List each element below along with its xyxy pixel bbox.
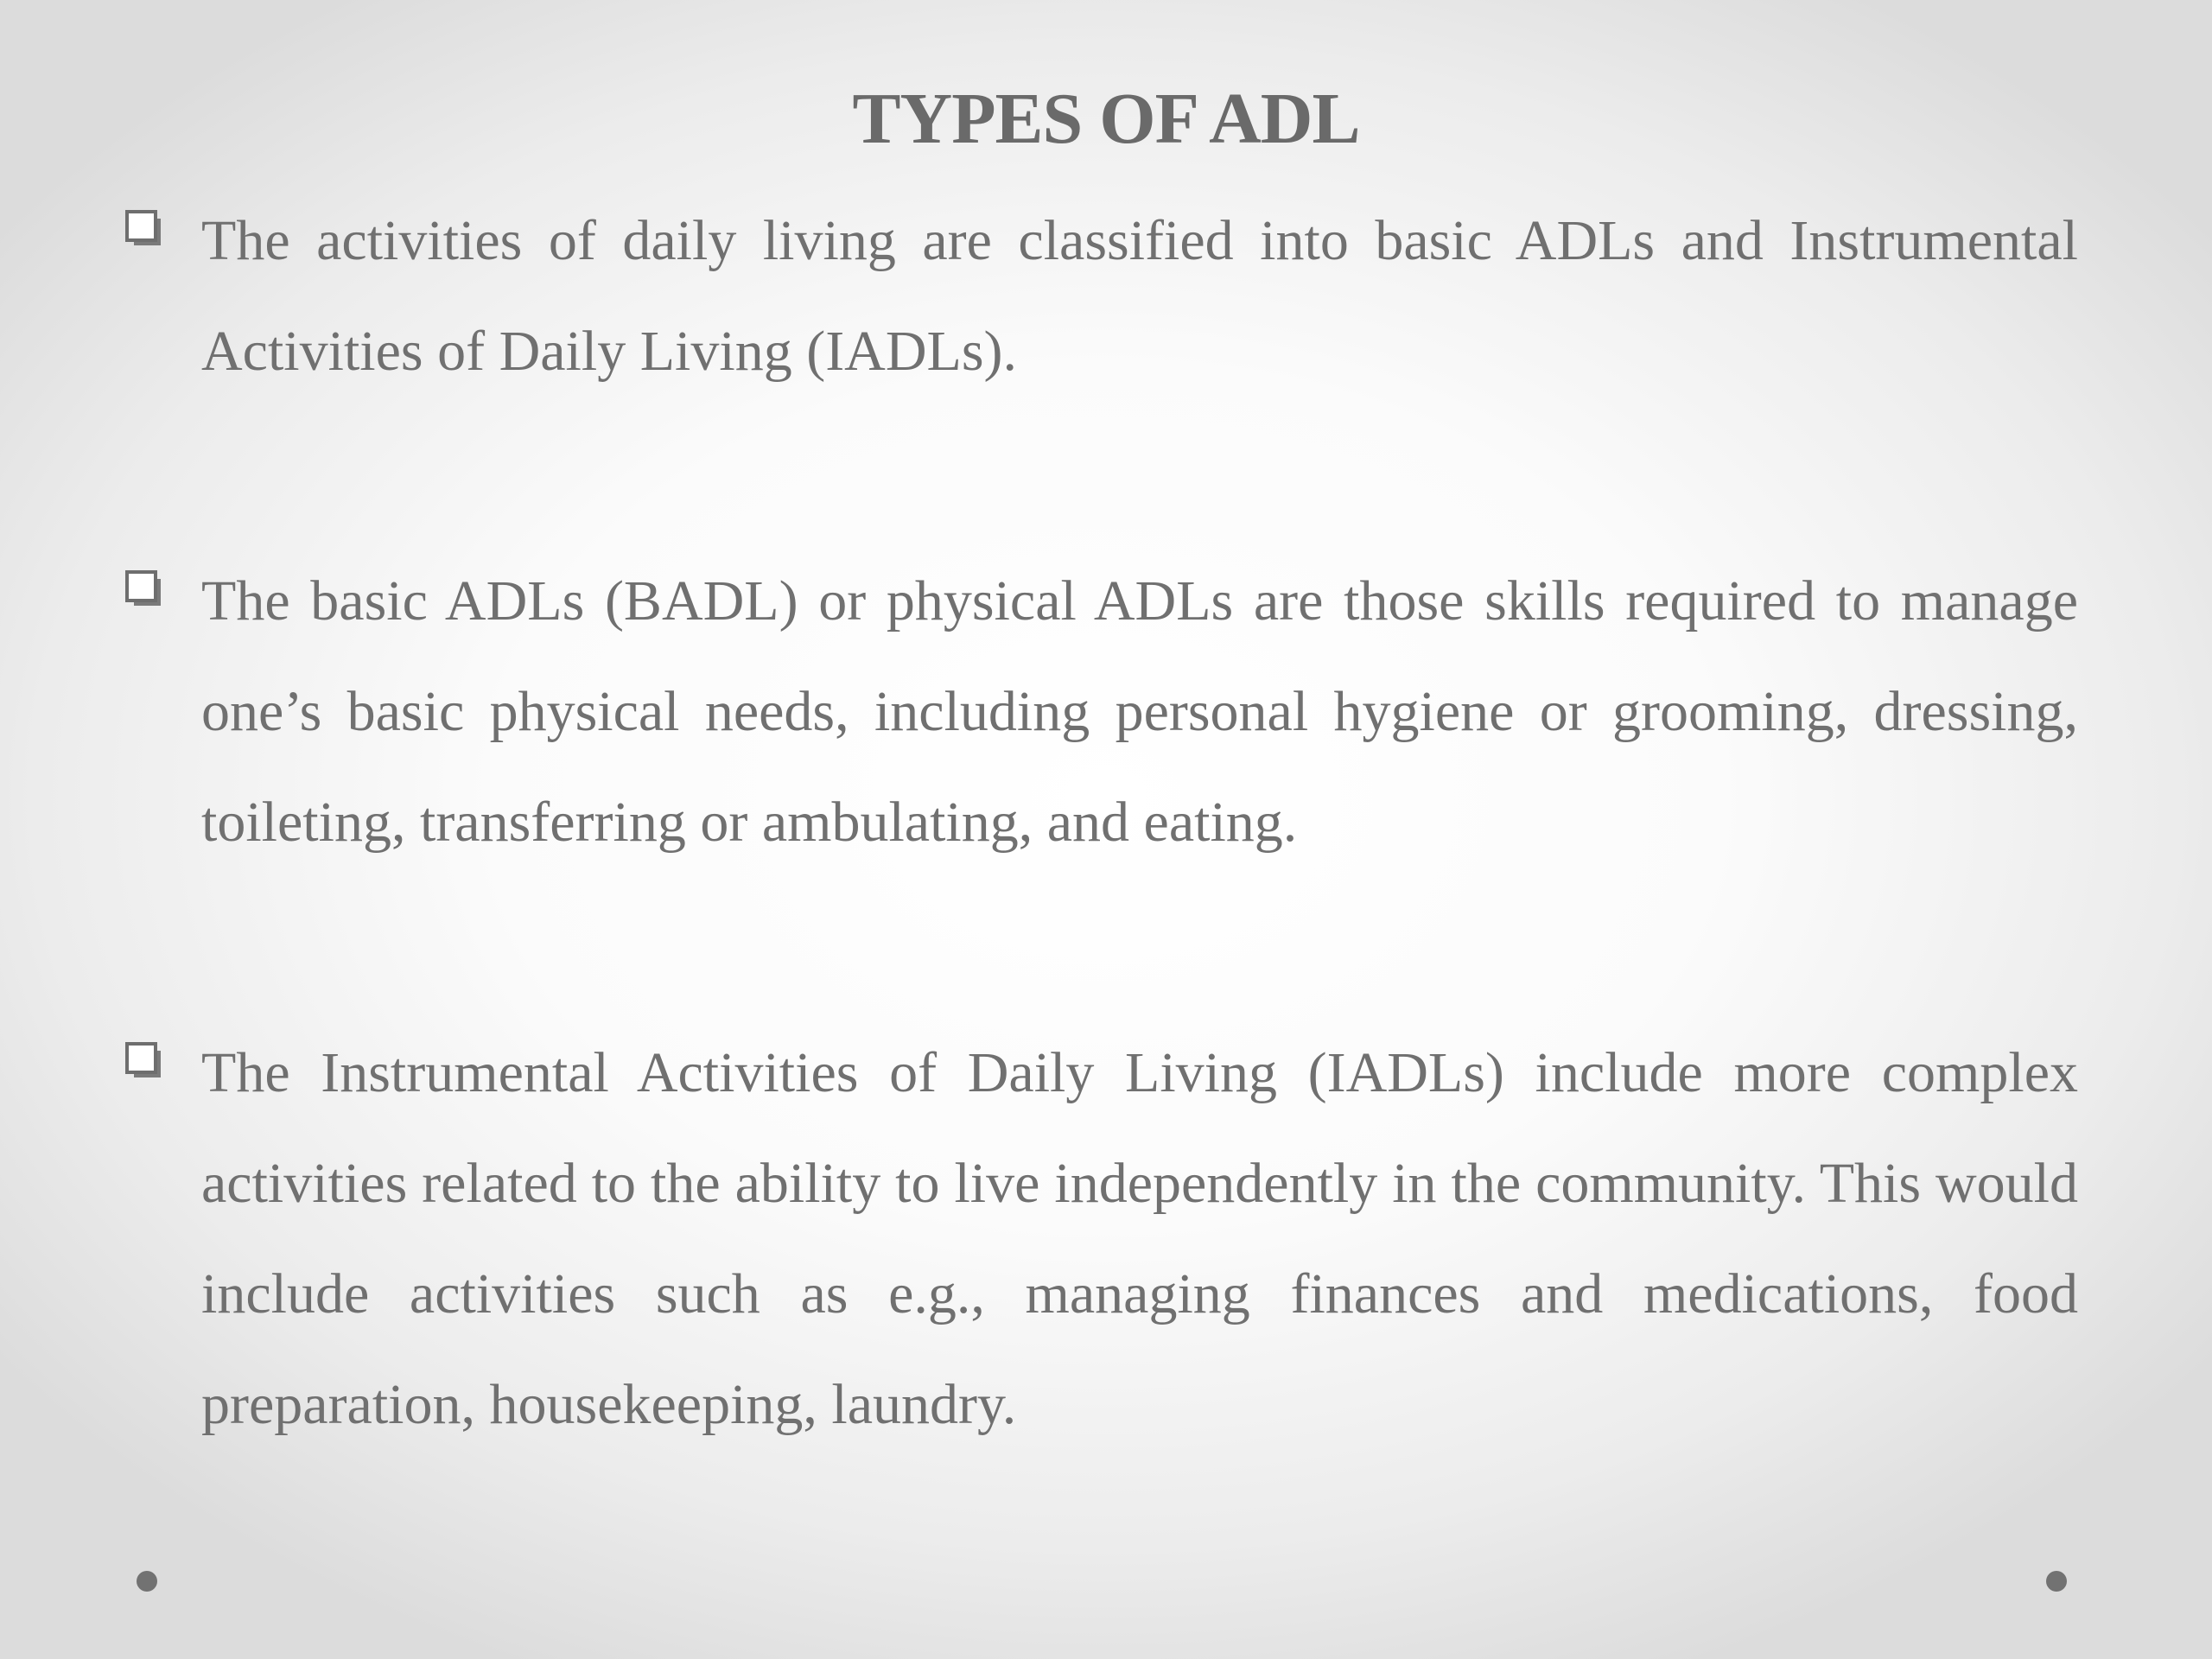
bullet-text: The activities of daily living are classified into basic ADLs and Instrumental Activities of Daily Living (IADLs).: [201, 209, 2078, 383]
checkbox-bullet-icon: [124, 1041, 162, 1079]
bottom-right-dot: [2046, 1571, 2067, 1592]
bullet-text: The basic ADLs (BADL) or physical ADLs are those skills required to manage one’s basic physical needs, including personal hygiene or grooming, dressing, toileting, transferring or ambulating, and eating.: [201, 569, 2078, 854]
bullet-item: [121, 546, 2078, 878]
slide-title: TYPES OF ADL: [852, 79, 1360, 159]
bottom-left-dot: [137, 1571, 157, 1592]
checkbox-bullet-icon: [124, 209, 162, 247]
bullet-text: The Instrumental Activities of Daily Living (IADLs) include more complex activities related to the ability to live independently in the community. This would include activities such as e.g., managing finances and medications, food preparation, housekeeping, laundry.: [201, 1041, 2078, 1436]
bullet-item: [121, 1018, 2078, 1460]
checkbox-bullet-icon: [124, 569, 162, 607]
bullet-item: [121, 186, 2078, 407]
